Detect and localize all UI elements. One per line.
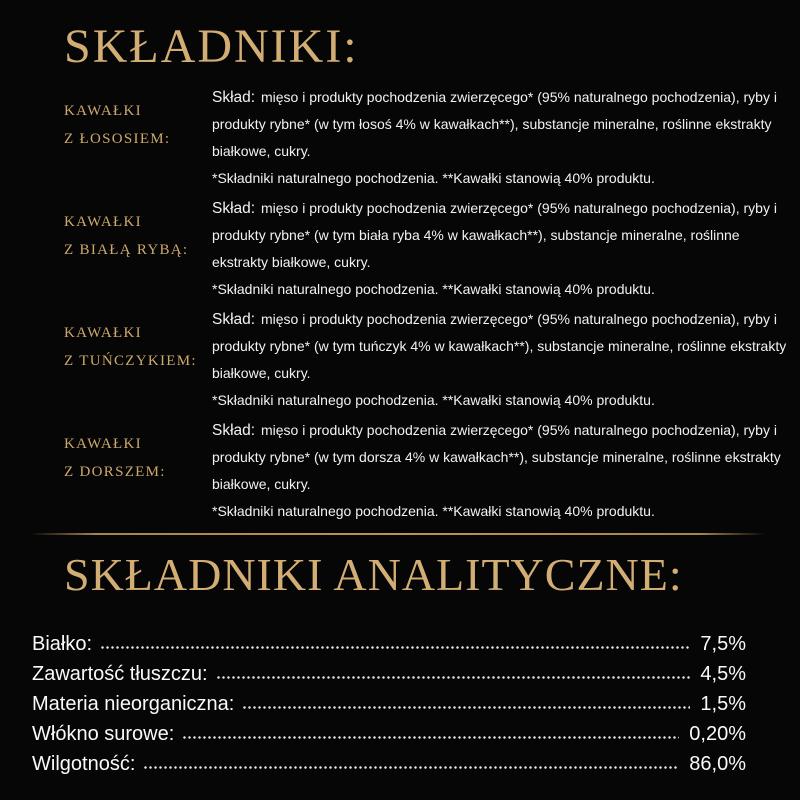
ingredients-title: SKŁADNIKI:: [64, 20, 359, 73]
row-value: 7,5%: [700, 632, 746, 655]
table-row-crude-fibre: [32, 718, 746, 748]
section-whitefish-body: [212, 195, 790, 303]
section-salmon-body: [212, 84, 790, 192]
section-label-line2: Z DORSZEM:: [64, 464, 166, 481]
section-tuna-label: [64, 306, 212, 375]
analytical-table: [32, 628, 746, 778]
section-label-line1: KAWAŁKI: [64, 325, 142, 342]
section-footnote: *Składniki naturalnego pochodzenia. **Kawałki stanowią 40% produktu.: [212, 503, 655, 520]
row-value: 1,5%: [700, 692, 746, 715]
ingredients-list: mięso i produkty pochodzenia zwierzęcego* (95% naturalnego pochodzenia), ryby i produkty rybne* (w tym łosoś 4% w kawałkach**), substancje mineralne, roślinne ekstrakty białkowe, cukry.: [212, 89, 777, 160]
sklad-lead: Skład:: [212, 311, 256, 329]
dot-leader: [217, 676, 691, 679]
row-value: 4,5%: [700, 662, 746, 685]
ingredients-list: mięso i produkty pochodzenia zwierzęcego* (95% naturalnego pochodzenia), ryby i produkty rybne* (w tym dorsza 4% w kawałkach**), substancje mineralne, roślinne ekstrakty białkowe, cukry.: [212, 422, 781, 493]
sklad-lead: Skład:: [212, 200, 256, 218]
dot-leader: [144, 766, 679, 769]
row-label: Białko:: [32, 632, 93, 655]
gold-divider-line: [30, 533, 766, 535]
section-footnote: *Składniki naturalnego pochodzenia. **Kawałki stanowią 40% produktu.: [212, 170, 655, 187]
section-label-line1: KAWAŁKI: [64, 103, 142, 120]
section-ingredients-text: [212, 417, 790, 498]
dot-leader: [101, 646, 690, 649]
section-cod-body: [212, 417, 790, 525]
analytical-title: SKŁADNIKI ANALITYCZNE:: [64, 549, 683, 601]
row-label: Zawartość tłuszczu:: [32, 662, 208, 685]
table-row-inorganic-matter: [32, 688, 746, 718]
section-footnote: *Składniki naturalnego pochodzenia. **Kawałki stanowią 40% produktu.: [212, 392, 655, 409]
section-salmon-label: [64, 84, 212, 153]
section-label-line2: Z TUŃCZYKIEM:: [64, 353, 197, 370]
section-salmon: [0, 84, 800, 192]
sklad-lead: Skład:: [212, 422, 256, 440]
row-value: 86,0%: [689, 752, 746, 775]
section-ingredients-text: [212, 306, 790, 387]
section-label-line2: Z BIAŁĄ RYBĄ:: [64, 242, 189, 259]
row-label: Włókno surowe:: [32, 722, 175, 745]
sklad-lead: Skład:: [212, 89, 256, 107]
row-value: 0,20%: [689, 722, 746, 745]
section-tuna: [0, 306, 800, 414]
ingredients-list: mięso i produkty pochodzenia zwierzęcego* (95% naturalnego pochodzenia), ryby i produkty rybne* (w tym tuńczyk 4% w kawałkach**), substancje mineralne, roślinne ekstrakty białkowe, cukry.: [212, 311, 787, 382]
section-label-line2: Z ŁOSOSIEM:: [64, 131, 171, 148]
section-cod: [0, 417, 800, 525]
dot-leader: [183, 736, 679, 739]
ingredients-list: mięso i produkty pochodzenia zwierzęcego* (95% naturalnego pochodzenia), ryby i produkty rybne* (w tym biała ryba 4% w kawałkach**), substancje mineralne, roślinne ekstrakty białkowe, cukry.: [212, 200, 777, 271]
section-cod-label: [64, 417, 212, 486]
section-footnote: *Składniki naturalnego pochodzenia. **Kawałki stanowią 40% produktu.: [212, 281, 655, 298]
row-label: Wilgotność:: [32, 752, 136, 775]
table-row-protein: [32, 628, 746, 658]
section-label-line1: KAWAŁKI: [64, 214, 142, 231]
section-ingredients-text: [212, 84, 790, 165]
section-whitefish: [0, 195, 800, 303]
section-ingredients-text: [212, 195, 790, 276]
section-label-line1: KAWAŁKI: [64, 436, 142, 453]
section-whitefish-label: [64, 195, 212, 264]
table-row-moisture: [32, 748, 746, 778]
section-tuna-body: [212, 306, 790, 414]
table-row-fat: [32, 658, 746, 688]
row-label: Materia nieorganiczna:: [32, 692, 235, 715]
dot-leader: [243, 706, 690, 709]
ingredients-sections: [0, 84, 800, 525]
